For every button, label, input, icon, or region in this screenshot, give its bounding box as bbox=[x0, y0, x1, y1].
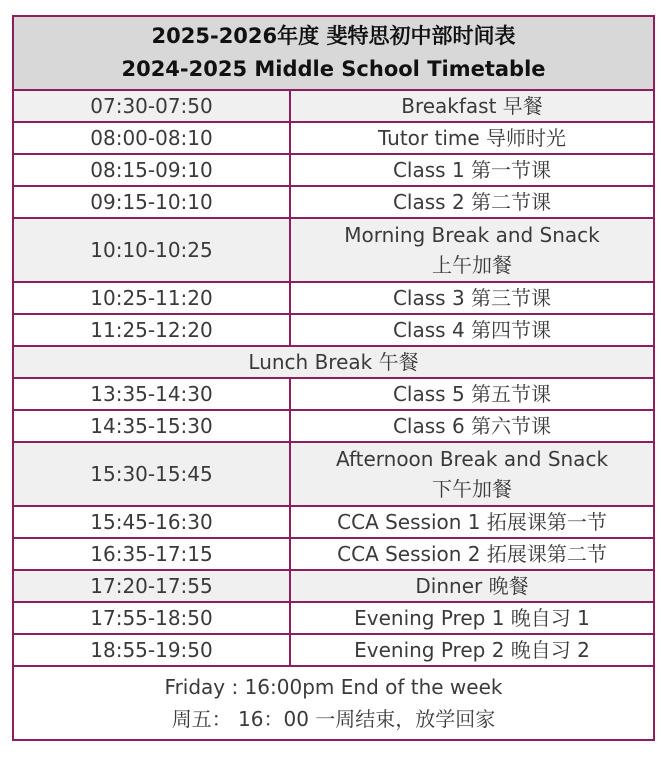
activity-cell: Evening Prep 1 晚自习 1 bbox=[290, 602, 654, 634]
time-cell: 09:15-10:10 bbox=[13, 186, 290, 218]
activity-cell: Class 2 第二节课 bbox=[290, 186, 654, 218]
table-row bbox=[13, 314, 654, 346]
title-english: 2024-2025 Middle School Timetable bbox=[121, 57, 546, 81]
activity-chinese: 上午加餐 bbox=[432, 253, 512, 277]
activity-cell: Class 4 第四节课 bbox=[290, 314, 654, 346]
activity-cell bbox=[290, 218, 654, 282]
time-cell: 13:35-14:30 bbox=[13, 378, 290, 410]
table-row bbox=[13, 154, 654, 186]
table-row bbox=[13, 602, 654, 634]
activity-cell: Class 5 第五节课 bbox=[290, 378, 654, 410]
activity-cell bbox=[290, 442, 654, 506]
activity-cell: Tutor time 导师时光 bbox=[290, 122, 654, 154]
footer-row bbox=[13, 666, 654, 740]
time-cell: 11:25-12:20 bbox=[13, 314, 290, 346]
activity-cell: Evening Prep 2 晚自习 2 bbox=[290, 634, 654, 666]
time-cell: 16:35-17:15 bbox=[13, 538, 290, 570]
table-row bbox=[13, 90, 654, 122]
time-cell: 14:35-15:30 bbox=[13, 410, 290, 442]
title-chinese: 2025-2026年度 斐特思初中部时间表 bbox=[151, 24, 516, 48]
activity-cell: Dinner 晚餐 bbox=[290, 570, 654, 602]
footer-english: Friday : 16:00pm End of the week bbox=[164, 675, 503, 699]
table-row bbox=[13, 410, 654, 442]
activity-chinese: 下午加餐 bbox=[432, 477, 512, 501]
time-cell: 15:30-15:45 bbox=[13, 442, 290, 506]
activity-cell: Class 1 第一节课 bbox=[290, 154, 654, 186]
activity-cell: Class 6 第六节课 bbox=[290, 410, 654, 442]
activity-cell: Breakfast 早餐 bbox=[290, 90, 654, 122]
time-cell: 08:00-08:10 bbox=[13, 122, 290, 154]
time-cell: 17:20-17:55 bbox=[13, 570, 290, 602]
lunch-cell: Lunch Break 午餐 bbox=[13, 346, 654, 378]
time-cell: 17:55-18:50 bbox=[13, 602, 290, 634]
activity-cell: CCA Session 1 拓展课第一节 bbox=[290, 506, 654, 538]
table-row bbox=[13, 570, 654, 602]
table-row bbox=[13, 538, 654, 570]
table-row bbox=[13, 122, 654, 154]
activity-cell: CCA Session 2 拓展课第二节 bbox=[290, 538, 654, 570]
table-row bbox=[13, 282, 654, 314]
title-row bbox=[13, 16, 654, 90]
time-cell: 07:30-07:50 bbox=[13, 90, 290, 122]
table-row bbox=[13, 442, 654, 506]
footer-note bbox=[13, 666, 654, 740]
table-row bbox=[13, 218, 654, 282]
time-cell: 08:15-09:10 bbox=[13, 154, 290, 186]
time-cell: 18:55-19:50 bbox=[13, 634, 290, 666]
activity-cell: Class 3 第三节课 bbox=[290, 282, 654, 314]
table-row bbox=[13, 634, 654, 666]
time-cell: 10:25-11:20 bbox=[13, 282, 290, 314]
timetable bbox=[12, 15, 655, 741]
activity-english: Afternoon Break and Snack bbox=[335, 447, 609, 471]
time-cell: 10:10-10:25 bbox=[13, 218, 290, 282]
time-cell: 15:45-16:30 bbox=[13, 506, 290, 538]
table-row bbox=[13, 378, 654, 410]
footer-chinese: 周五： 16：00 一周结束，放学回家 bbox=[171, 707, 496, 731]
lunch-row bbox=[13, 346, 654, 378]
table-row bbox=[13, 186, 654, 218]
activity-english: Morning Break and Snack bbox=[344, 223, 600, 247]
timetable-title bbox=[13, 16, 654, 90]
table-row bbox=[13, 506, 654, 538]
